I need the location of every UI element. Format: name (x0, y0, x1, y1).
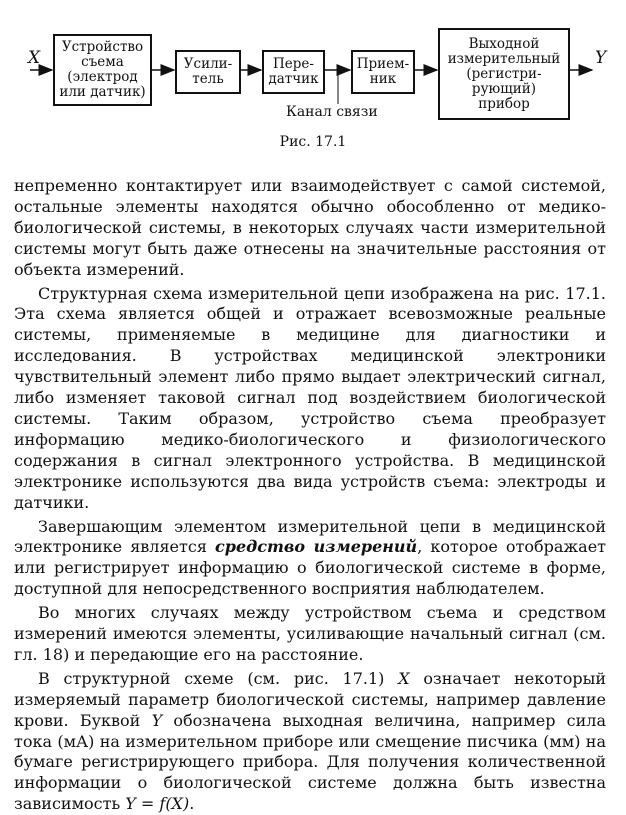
block-transmitter-label: Пере- датчик (268, 56, 319, 87)
structural-diagram (0, 0, 626, 160)
channel-label: Канал связи (286, 104, 378, 120)
input-symbol-x: X (28, 48, 41, 68)
block-receiver-label: Прием- ник (356, 56, 410, 87)
symbol-x: X (398, 668, 410, 688)
paragraph-5 (14, 669, 606, 815)
paragraph-3-start: Завершающим элементом измерительной цепи в медицинской электронике является (14, 516, 606, 557)
paragraph-5-a: В структурной схеме (см. рис. 17.1) (38, 668, 399, 688)
block-receiver (351, 50, 415, 94)
body-text (14, 176, 606, 815)
symbol-y: Y (151, 710, 163, 730)
formula: Y = f(X) (125, 794, 190, 814)
paragraph-3-end: , которое отображает или регистрирует информацию о биологической системе в форме, доступной для непосредственного восприятия наблюдателем. (14, 537, 607, 599)
term-measuring-instrument: средство измерений (215, 537, 418, 557)
block-amplifier (175, 50, 241, 94)
paragraph-3 (14, 517, 606, 601)
block-amplifier-label: Усили- тель (183, 56, 233, 87)
output-symbol-y: Y (595, 48, 607, 68)
paragraph-5-c: обозначена выходная величина, например сила тока (мА) на измерительном приборе или смещение писчика (мм) на бумаге регистрирующего прибора. Для получения количественной информации о биологической системе должна быть известна зависимость (14, 710, 607, 814)
block-pickup-device (53, 34, 152, 106)
block-transmitter (262, 50, 325, 94)
block-output-instrument-label: Выходной измерительный (регистри- рующий) прибор (447, 35, 561, 112)
paragraph-1: непременно контактирует или взаимодействует с самой системой, остальные элементы находятся обычно обособленно от медико-биологической системы, в некоторых случаях части измерительной системы могут быть даже отнесены на значительные расстояния от объекта измерений. (14, 176, 606, 279)
paragraph-5-end: . (189, 794, 195, 814)
figure-caption: Рис. 17.1 (279, 134, 347, 150)
block-output-instrument (438, 28, 570, 120)
paragraph-2: Структурная схема измерительной цепи изображена на рис. 17.1. Эта схема является общей и отражает всевозможные реальные системы, применяемые в медицине для диагностики и исследования. В устройствах медицинской электроники чувствительный элемент либо прямо выдает электрический сигнал, либо изменяет таковой сигнал под воздействием биологической системы. Таким образом, устройство съема преобразует информацию медико-биологического и физиологического содержания в сигнал электронного устройства. В медицинской электронике используются два вида устройств съема: электроды и датчики. (14, 283, 606, 512)
block-pickup-device-label: Устройство съема (электрод или датчик) (59, 39, 146, 100)
paragraph-4: Во многих случаях между устройством съема и средством измерений имеются элементы, усиливающие начальный сигнал (см. гл. 18) и передающие его на расстояние. (14, 603, 606, 664)
paragraph-5-b: означает некоторый измеряемый параметр биологической системы, например давление крови. Буквой (14, 668, 606, 730)
